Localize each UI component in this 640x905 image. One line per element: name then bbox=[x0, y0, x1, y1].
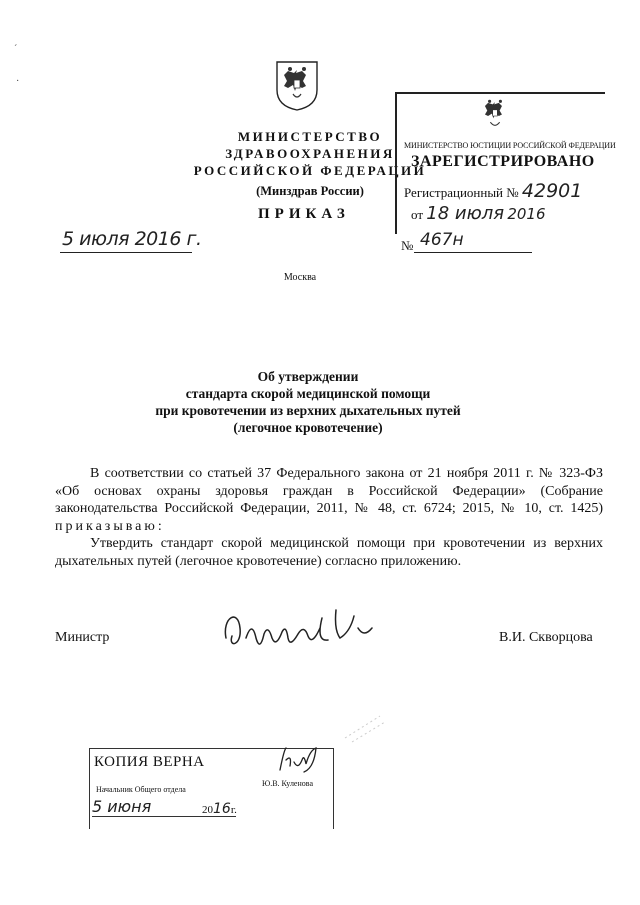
ministry-name-line1: МИНИСТЕРСТВО ЗДРАВООХРАНЕНИЯ bbox=[225, 129, 395, 161]
body-paragraph-1 bbox=[55, 465, 603, 535]
title-line1: Об утверждении bbox=[257, 369, 359, 384]
body-paragraph-1-text: В соответствии со статьей 37 Федерального закона от 21 ноября 2011 г. № 323-ФЗ «Об основах охраны здоровья граждан в Российской Федерации» (Собрание законодательства Российской Федерации, 2011, № 48, ст. 6724; 2015, № 10, ст. 1425) bbox=[55, 466, 603, 516]
body-paragraph-2: Утвердить стандарт скорой медицинской помощи при кровотечении из верхних дыхательных путей (легочное кровотечение) согласно приложению. bbox=[55, 536, 603, 569]
faint-stamp-mark bbox=[340, 708, 390, 748]
ministry-name-line2: РОССИЙСКОЙ ФЕДЕРАЦИИ bbox=[193, 163, 427, 178]
stamp-year: 2016 bbox=[507, 205, 546, 223]
order-date: 5 июля 2016 г. bbox=[62, 228, 202, 250]
coat-of-arms-emblem bbox=[275, 60, 319, 112]
title-line4: (легочное кровотечение) bbox=[233, 420, 383, 435]
copy-stamp-year-prefix: 20 bbox=[202, 804, 213, 816]
copy-stamp-year-hand: 16 bbox=[213, 801, 231, 817]
order-number: 467н bbox=[420, 230, 464, 250]
stamp-number-label: Регистрационный № bbox=[404, 185, 519, 200]
body-paragraph-1-emphasis: приказываю: bbox=[55, 518, 165, 534]
margin-mark: ´ bbox=[14, 44, 18, 55]
stamp-number-row bbox=[404, 180, 582, 202]
stamp-issuer: МИНИСТЕРСТВО ЮСТИЦИИ РОССИЙСКОЙ ФЕДЕРАЦИИ bbox=[404, 141, 616, 150]
copy-stamp-signer: Ю.В. Куленова bbox=[262, 779, 313, 788]
copy-stamp-year bbox=[202, 801, 237, 817]
stamp-status: ЗАРЕГИСТРИРОВАНО bbox=[411, 153, 595, 170]
copy-stamp-year-suffix: г. bbox=[230, 804, 237, 816]
document-title bbox=[150, 368, 466, 436]
title-line2: стандарта скорой медицинской помощи bbox=[185, 386, 431, 401]
order-number-label: № bbox=[401, 238, 414, 253]
stamp-number: 42901 bbox=[521, 180, 583, 202]
ministry-short-name: (Минздрав России) bbox=[256, 184, 364, 198]
copy-stamp-date: 5 июня bbox=[92, 797, 152, 816]
title-line3: при кровотечении из верхних дыхательных путей bbox=[155, 403, 461, 418]
order-number-underline bbox=[414, 252, 532, 253]
signer-name: В.И. Скворцова bbox=[499, 630, 593, 645]
order-heading: ПРИКАЗ bbox=[258, 206, 350, 222]
copy-stamp-position: Начальник Общего отдела bbox=[96, 785, 186, 794]
order-city: Москва bbox=[283, 272, 317, 283]
stamp-date-prefix: от bbox=[411, 207, 424, 222]
copy-stamp-title: КОПИЯ ВЕРНА bbox=[94, 754, 205, 770]
order-date-underline bbox=[60, 252, 192, 253]
margin-mark: · bbox=[16, 76, 20, 87]
stamp-date-row bbox=[411, 203, 546, 224]
stamp-date: 18 июля bbox=[426, 203, 505, 224]
document-body bbox=[55, 465, 603, 570]
stamp-emblem bbox=[478, 95, 512, 137]
copy-stamp-date-underline bbox=[92, 816, 236, 817]
minister-signature bbox=[218, 598, 388, 658]
copy-signature bbox=[272, 742, 332, 778]
signer-position: Министр bbox=[55, 630, 110, 645]
